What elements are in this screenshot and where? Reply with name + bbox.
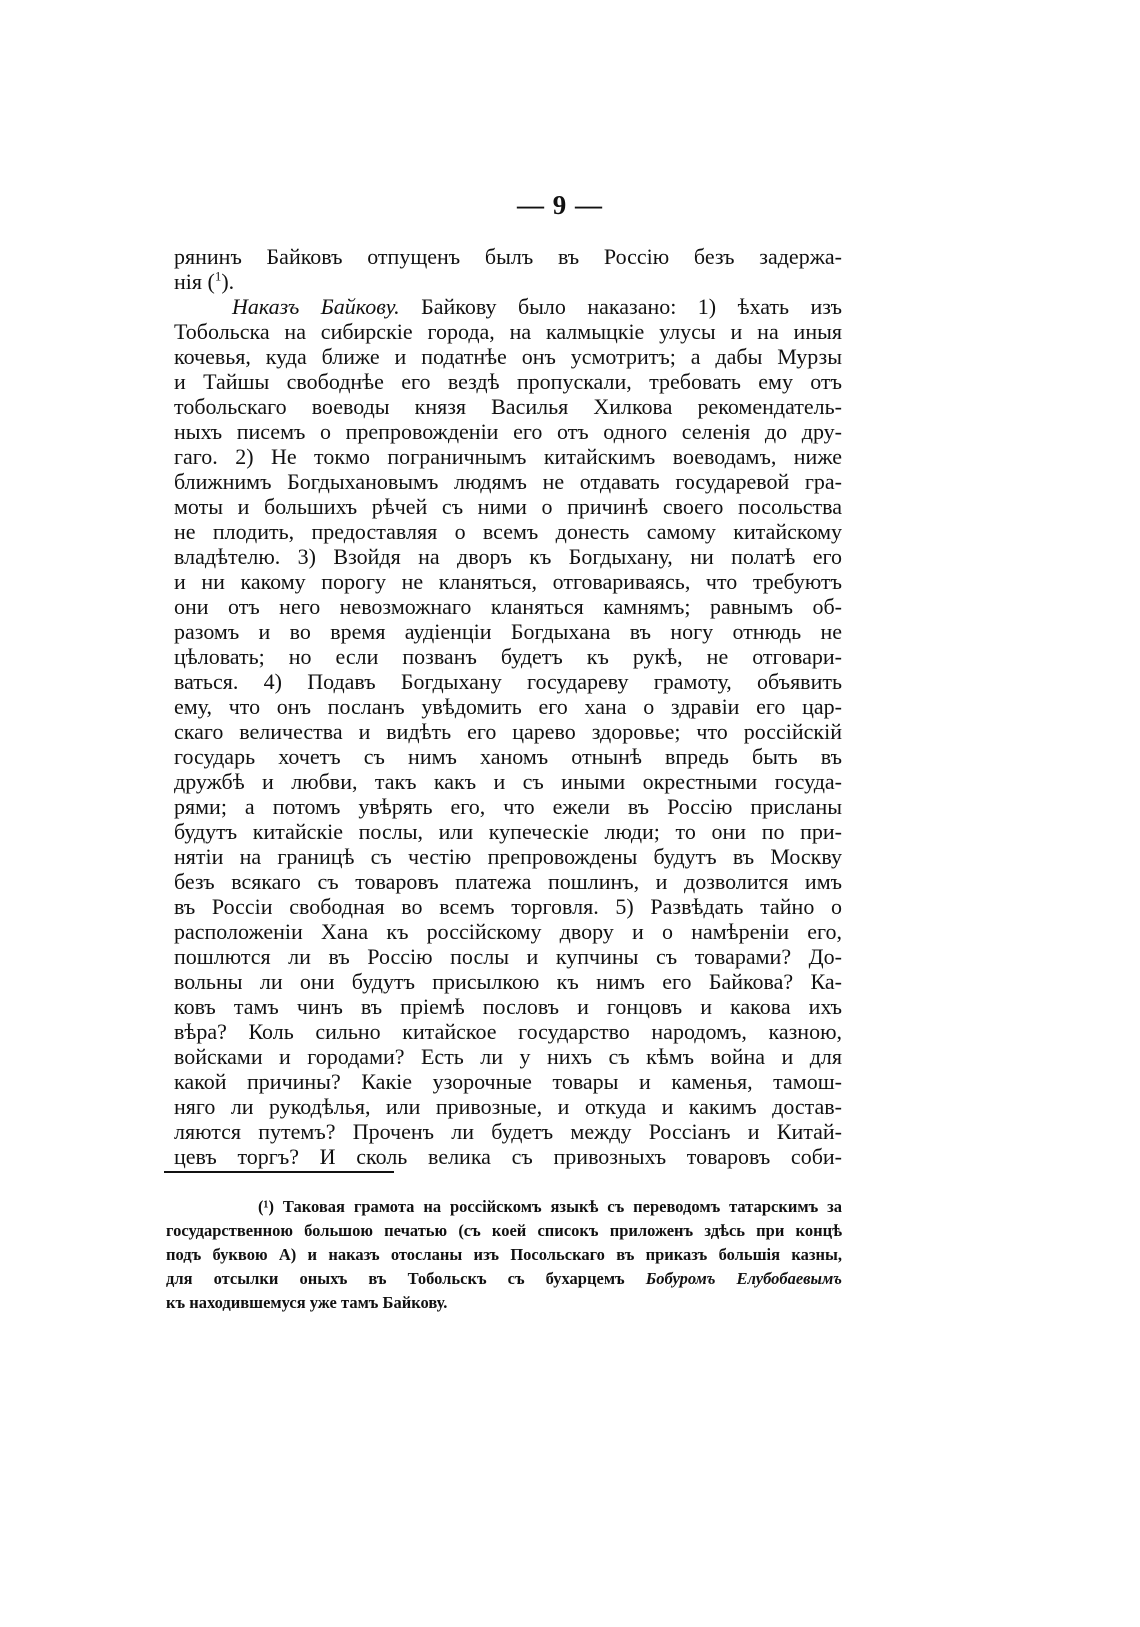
text-line: тобольскаго воеводы князя Василья Хилкова рекомендатель- bbox=[174, 394, 842, 419]
text-line: разомъ и во время аудіенціи Богдыхана въ ногу отнюдь не bbox=[174, 619, 842, 644]
text-line: Тобольска на сибирскіе города, на калмыцкіе улусы и на иныя bbox=[174, 319, 842, 344]
footnote-marker: (¹) bbox=[258, 1197, 274, 1216]
text-line: ему, что онъ посланъ увѣдомить его хана о здравіи его цар- bbox=[174, 694, 842, 719]
text-line: вольны ли они будутъ присылкою къ нимъ его Байкова? Ка- bbox=[174, 969, 842, 994]
footnote-line: подъ буквою А) и наказъ отосланы изъ Посольскаго въ приказъ большія казны, bbox=[166, 1245, 842, 1264]
text-line: няго ли рукодѣлья, или привозные, и откуда и какимъ достав- bbox=[174, 1094, 842, 1119]
text-line: гаго. 2) Не токмо пограничнымъ китайскимъ воеводамъ, ниже bbox=[174, 444, 842, 469]
text-fragment: Таковая грамота на россійскомъ языкѣ съ переводомъ татарскимъ за bbox=[282, 1197, 842, 1216]
text-fragment: для отсылки оныхъ въ Тобольскъ съ бухарцемъ bbox=[166, 1269, 625, 1288]
text-line: скаго величества и видѣть его царево здоровье; что россійскій bbox=[174, 719, 842, 744]
footnote-reference: 1 bbox=[214, 268, 222, 284]
text-line: ваться. 4) Подавъ Богдыхану государеву грамоту, объявить bbox=[174, 669, 842, 694]
text-fragment: нія ( bbox=[174, 269, 215, 294]
footnote-line bbox=[166, 1267, 842, 1291]
text-line: ковъ тамъ чинъ въ пріемѣ пословъ и гонцовъ и какова ихъ bbox=[174, 994, 842, 1019]
text-fragment: Байкову было наказано: 1) ѣхать изъ bbox=[421, 294, 842, 319]
text-line: моты и большихъ рѣчей съ ними о причинѣ своего посольства bbox=[174, 494, 842, 519]
text-line: рями; а потомъ увѣрять его, что ежели въ Россію присланы bbox=[174, 794, 842, 819]
footnote bbox=[166, 1195, 842, 1315]
text-line: пошлются ли въ Россію послы и купчины съ товарами? До- bbox=[174, 944, 842, 969]
text-line: войсками и городами? Есть ли у нихъ съ кѣмъ война и для bbox=[174, 1044, 842, 1069]
text-fragment: ). bbox=[221, 269, 235, 294]
text-line: будутъ китайскіе послы, или купеческіе люди; то они по при- bbox=[174, 819, 842, 844]
text-line bbox=[174, 294, 842, 319]
text-line: въ Россіи свободная во всемъ торговля. 5) Развѣдать тайно о bbox=[174, 894, 842, 919]
text-line: цѣловать; но если позванъ будетъ къ рукѣ, не отговари- bbox=[174, 644, 842, 669]
text-line: нятіи на границѣ съ честію препровождены будутъ въ Москву bbox=[174, 844, 842, 869]
text-line: государь хочетъ съ нимъ ханомъ отнынѣ впредь быть въ bbox=[174, 744, 842, 769]
footnote-line: государственною большою печатью (съ коей списокъ приложенъ здѣсь при концѣ bbox=[166, 1221, 842, 1240]
footnote-line: къ находившемуся уже тамъ Байкову. bbox=[166, 1293, 448, 1312]
footnote-name: Бобуромъ Елубобаевымъ bbox=[645, 1269, 842, 1288]
text-line: расположеніи Хана къ россійскому двору и о намѣреніи его, bbox=[174, 919, 842, 944]
text-line bbox=[174, 269, 842, 294]
page-number: — 9 — bbox=[517, 190, 603, 220]
text-line: ляются путемъ? Проченъ ли будетъ между Россіанъ и Китай- bbox=[174, 1119, 842, 1144]
text-line: кочевья, куда ближе и податнѣе онъ усмотритъ; а дабы Мурзы bbox=[174, 344, 842, 369]
text-line: не плодить, предоставляя о всемъ донесть самому китайскому bbox=[174, 519, 842, 544]
text-line: ныхъ писемъ о препровожденіи его отъ одного селенія до дру- bbox=[174, 419, 842, 444]
text-line: владѣтелю. 3) Взойдя на дворъ къ Богдыхану, ни полатѣ его bbox=[174, 544, 842, 569]
text-line: и ни какому порогу не кланяться, отговариваясь, что требуютъ bbox=[174, 569, 842, 594]
section-heading: Наказъ Байкову. bbox=[232, 294, 400, 319]
footnote-divider bbox=[164, 1171, 394, 1173]
text-line: вѣра? Коль сильно китайское государство народомъ, казною, bbox=[174, 1019, 842, 1044]
body-text bbox=[174, 244, 842, 1169]
text-line: и Тайшы свободнѣе его вездѣ пропускали, требовать ему отъ bbox=[174, 369, 842, 394]
text-line: ближнимъ Богдыхановымъ людямъ не отдавать государевой гра- bbox=[174, 469, 842, 494]
text-line: какой причины? Какіе узорочные товары и каменья, тамош- bbox=[174, 1069, 842, 1094]
text-line: рянинъ Байковъ отпущенъ былъ въ Россію безъ задержа- bbox=[174, 244, 842, 269]
text-line: дружбѣ и любви, такъ какъ и съ иными окрестными госуда- bbox=[174, 769, 842, 794]
text-line: цевъ торгъ? И сколь велика съ привозныхъ товаровъ соби- bbox=[174, 1144, 842, 1169]
text-line: безъ всякаго съ товаровъ платежа пошлинъ, и дозволится имъ bbox=[174, 869, 842, 894]
text-line: они отъ него невозможнаго кланяться камнямъ; равнымъ об- bbox=[174, 594, 842, 619]
footnote-line bbox=[166, 1195, 842, 1219]
